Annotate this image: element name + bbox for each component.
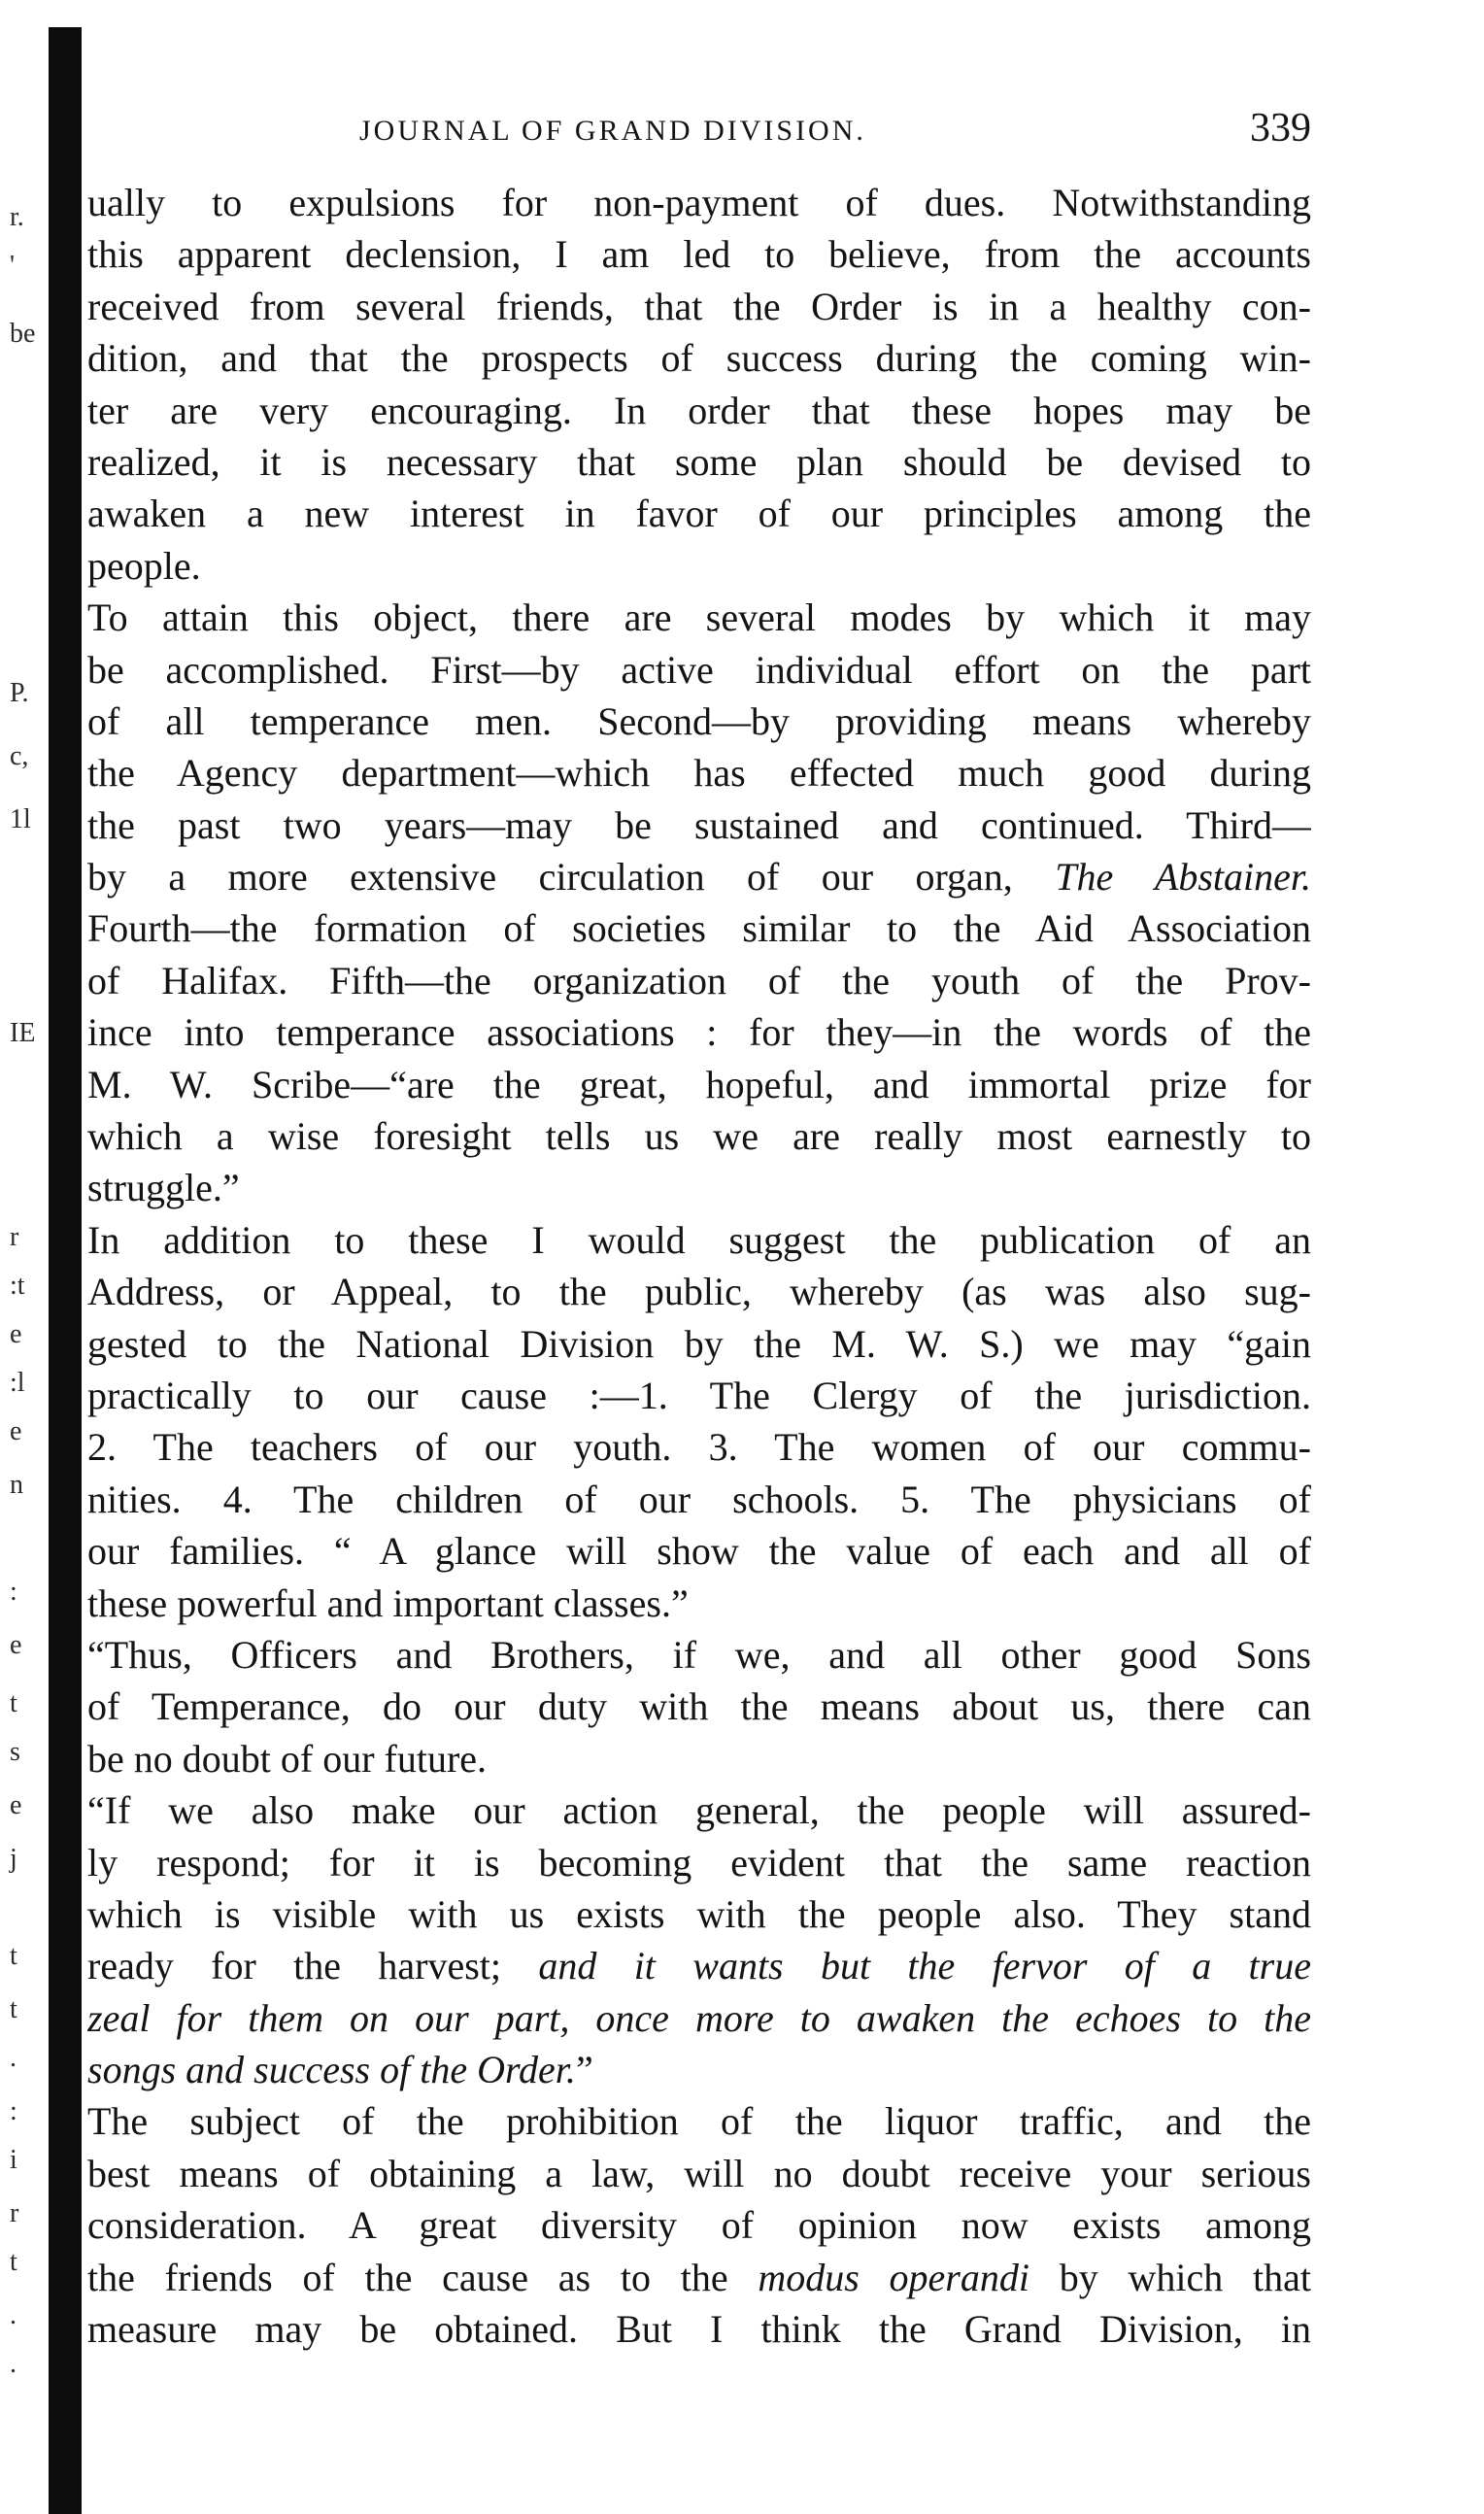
text-segment: Fourth—the formation of societies similar to the Aid Association: [87, 906, 1311, 951]
text-line: [87, 902, 1311, 954]
text-segment: received from several friends, that the Order is in a healthy con-: [87, 284, 1311, 328]
italic-segment: modus operandi: [758, 2255, 1029, 2299]
text-line: [87, 592, 1311, 643]
text-line: [87, 177, 1311, 228]
text-line: [87, 851, 1311, 902]
margin-fragment: t: [10, 1994, 17, 2024]
text-line: [87, 1318, 1311, 1370]
text-line: [87, 1733, 1311, 1784]
margin-fragment: :: [10, 2096, 17, 2126]
text-line: [87, 1578, 1311, 1629]
text-line: [87, 644, 1311, 696]
text-segment: consideration. A great diversity of opinion now exists among: [87, 2203, 1311, 2248]
text-segment: awaken a new interest in favor of our principles among the: [87, 492, 1311, 536]
text-line: [87, 1940, 1311, 1991]
text-line: [87, 955, 1311, 1006]
text-line: [87, 436, 1311, 488]
text-segment: be accomplished. First—by active individual effort on the part: [87, 647, 1311, 692]
text-line: [87, 799, 1311, 851]
margin-fragment: e: [10, 1416, 22, 1446]
margin-fragment: 1l: [10, 804, 31, 834]
text-line: [87, 1214, 1311, 1266]
text-segment: dition, and that the prospects of success during the coming win-: [87, 336, 1311, 381]
margin-fragment: :t: [10, 1271, 25, 1301]
text-segment: ready for the harvest;: [87, 1944, 539, 1988]
text-segment: practically to our cause :—1. The Clergy of the jurisdiction.: [87, 1373, 1311, 1417]
text-line: [87, 2199, 1311, 2251]
margin-fragment: i: [10, 2145, 17, 2175]
running-title: JOURNAL OF GRAND DIVISION.: [359, 115, 866, 147]
page-header: [87, 97, 1311, 165]
text-line: [87, 281, 1311, 332]
text-line: [87, 1629, 1311, 1681]
margin-fragment: be: [10, 319, 36, 349]
margin-fragment: ': [10, 251, 16, 281]
text-segment: be no doubt of our future.: [87, 1736, 488, 1781]
text-segment: which a wise foresight tells us we are really most earnestly to: [87, 1114, 1311, 1159]
text-line: [87, 1006, 1311, 1058]
text-line: [87, 696, 1311, 747]
text-line: [87, 1110, 1311, 1162]
margin-fragment: t: [10, 2247, 17, 2277]
text-line: [87, 1992, 1311, 2044]
text-segment: the past two years—may be sustained and continued. Third—: [87, 802, 1311, 847]
text-segment: best means of obtaining a law, will no doubt receive your serious: [87, 2151, 1311, 2195]
margin-fragment: c,: [10, 741, 29, 771]
text-segment: which is visible with us exists with the people also. They stand: [87, 1891, 1311, 1936]
left-margin-fragments: [0, 0, 49, 2514]
text-line: [87, 1370, 1311, 1421]
italic-segment: The Abstainer.: [1055, 855, 1311, 900]
margin-fragment: e: [10, 1630, 22, 1660]
text-line: [87, 332, 1311, 384]
text-segment: “If we also make our action general, the people will assured-: [87, 1788, 1311, 1833]
text-line: [87, 1266, 1311, 1317]
text-line: [87, 2303, 1311, 2355]
margin-fragment: r: [10, 1222, 19, 1252]
margin-fragment: .: [10, 2349, 17, 2379]
text-line: [87, 2148, 1311, 2199]
text-segment: 2. The teachers of our youth. 3. The women of our commu-: [87, 1425, 1311, 1470]
text-segment: by a more extensive circulation of our organ,: [87, 855, 1056, 900]
margin-fragment: e: [10, 1319, 22, 1349]
margin-fragment: s: [10, 1737, 20, 1767]
margin-fragment: :l: [10, 1368, 25, 1398]
margin-fragment: IE: [10, 1018, 36, 1048]
text-segment: measure may be obtained. But I think the Grand Division, in: [87, 2307, 1311, 2352]
italic-segment: zeal for them on our part, once more to awaken the echoes to the: [87, 1995, 1311, 2040]
text-line: [87, 1888, 1311, 1940]
text-segment: ually to expulsions for non-payment of dues. Notwithstanding: [87, 181, 1311, 224]
text-line: [87, 1474, 1311, 1525]
text-line: [87, 385, 1311, 436]
margin-fragment: j: [10, 1844, 17, 1874]
binding-shadow: [49, 27, 82, 2514]
margin-fragment: e: [10, 1790, 22, 1820]
text-segment: people.: [87, 543, 201, 588]
text-segment: our families. “ A glance will show the value of each and all of: [87, 1529, 1311, 1574]
text-segment: ter are very encouraging. In order that these hopes may be: [87, 388, 1311, 432]
text-segment: The subject of the prohibition of the liquor traffic, and the: [87, 2099, 1311, 2144]
page-number: 339: [1250, 106, 1311, 151]
text-line: [87, 1681, 1311, 1732]
text-segment: ”: [575, 2048, 593, 2092]
text-line: [87, 1837, 1311, 1888]
text-segment: of all temperance men. Second—by providing means whereby: [87, 698, 1311, 743]
text-segment: nities. 4. The children of our schools. 5. The physicians of: [87, 1477, 1311, 1521]
italic-segment: songs and success of the Order.: [87, 2048, 576, 2092]
text-line: [87, 488, 1311, 539]
text-line: [87, 1162, 1311, 1213]
margin-fragment: .: [10, 2300, 17, 2330]
margin-fragment: r: [10, 2198, 19, 2228]
book-page: [87, 97, 1311, 2355]
margin-fragment: n: [10, 1470, 23, 1500]
margin-fragment: r.: [10, 202, 24, 232]
text-line: [87, 540, 1311, 592]
text-segment: To attain this object, there are several modes by which it may: [87, 595, 1311, 640]
margin-fragment: .: [10, 2043, 17, 2073]
text-segment: realized, it is necessary that some plan should be devised to: [87, 439, 1311, 484]
text-segment: In addition to these I would suggest the publication of an: [87, 1217, 1311, 1262]
text-segment: these powerful and important classes.”: [87, 1580, 689, 1625]
margin-fragment: P.: [10, 678, 29, 708]
margin-fragment: :: [10, 1577, 17, 1607]
text-segment: M. W. Scribe—“are the great, hopeful, and immortal prize for: [87, 1062, 1311, 1106]
text-segment: by which that: [1029, 2255, 1311, 2299]
text-line: [87, 1059, 1311, 1110]
text-line: [87, 228, 1311, 280]
margin-fragment: t: [10, 1688, 17, 1718]
text-segment: the Agency department—which has effected much good during: [87, 751, 1311, 796]
text-line: [87, 1784, 1311, 1836]
text-line: [87, 2095, 1311, 2147]
text-line: [87, 1421, 1311, 1473]
body-text: [87, 177, 1311, 2355]
text-line: [87, 2044, 1311, 2095]
text-segment: Address, or Appeal, to the public, whereby (as was also sug-: [87, 1270, 1311, 1314]
italic-segment: and it wants but the fervor of a true: [538, 1944, 1311, 1988]
text-line: [87, 747, 1311, 798]
margin-fragment: t: [10, 1941, 17, 1971]
text-segment: ly respond; for it is becoming evident that the same reaction: [87, 1840, 1311, 1885]
text-segment: of Temperance, do our duty with the means about us, there can: [87, 1684, 1311, 1729]
text-line: [87, 2252, 1311, 2303]
text-line: [87, 1525, 1311, 1577]
text-segment: the friends of the cause as to the: [87, 2255, 759, 2299]
text-segment: ince into temperance associations : for they—in the words of the: [87, 1010, 1311, 1055]
text-segment: of Halifax. Fifth—the organization of the youth of the Prov-: [87, 958, 1311, 1002]
text-segment: “Thus, Officers and Brothers, if we, and all other good Sons: [87, 1632, 1311, 1677]
text-segment: gested to the National Division by the M. W. S.) we may “gain: [87, 1321, 1311, 1366]
text-segment: struggle.”: [87, 1166, 240, 1210]
text-segment: this apparent declension, I am led to believe, from the accounts: [87, 232, 1311, 277]
